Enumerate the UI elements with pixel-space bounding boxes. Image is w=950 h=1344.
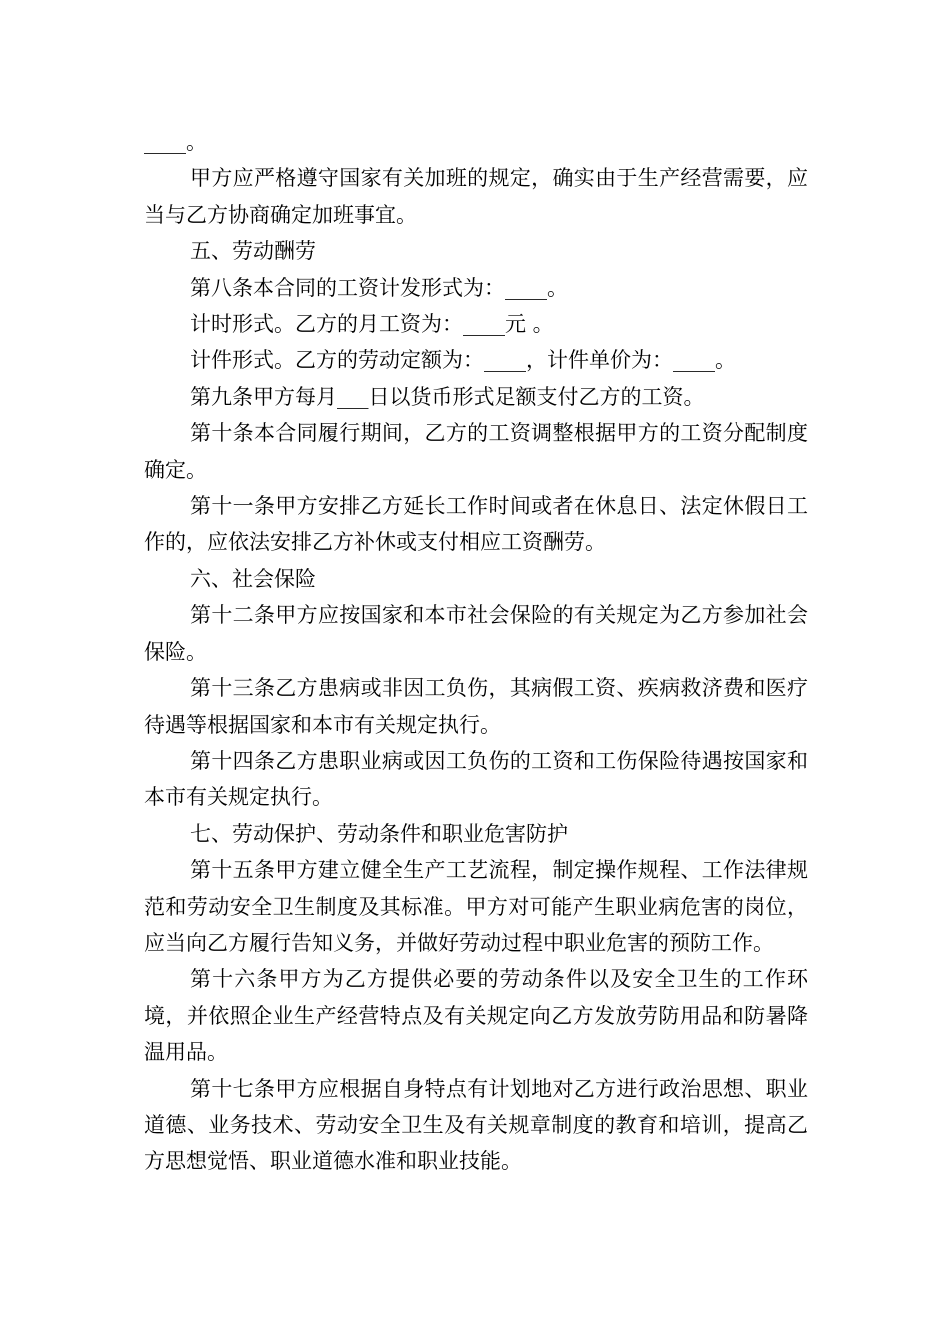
article-14: 第十四条乙方患职业病或因工负伤的工资和工伤保险待遇按国家和本市有关规定执行。 (144, 748, 808, 810)
section-heading-social-insurance: 六、社会保险 (190, 566, 316, 591)
article-13: 第十三条乙方患病或非因工负伤，其病假工资、疾病救济费和医疗待遇等根据国家和本市有关规定执行。 (144, 676, 808, 737)
paragraph-blank-end: ____。 (144, 130, 207, 154)
article-8: 第八条本合同的工资计发形式为：____。 (190, 275, 568, 300)
article-15: 第十五条甲方建立健全生产工艺流程，制定操作规程、工作法律规范和劳动安全卫生制度及其标准。甲方对可能产生职业病危害的岗位，应当向乙方履行告知义务，并做好劳动过程中职业危害的预防工作。 (144, 858, 808, 955)
article-12: 第十二条甲方应按国家和本市社会保险的有关规定为乙方参加社会保险。 (144, 603, 808, 664)
document-body (144, 124, 808, 1180)
paragraph-overtime-rule: 甲方应严格遵守国家有关加班的规定，确实由于生产经营需要，应当与乙方协商确定加班事宜。 (144, 166, 808, 227)
article-10: 第十条本合同履行期间，乙方的工资调整根据甲方的工资分配制度确定。 (144, 421, 808, 482)
section-heading-labor-protection: 七、劳动保护、劳动条件和职业危害防护 (190, 821, 568, 846)
article-9: 第九条甲方每月___日以货币形式足额支付乙方的工资。 (190, 384, 705, 409)
article-8-hourly: 计时形式。乙方的月工资为：____元 。 (190, 312, 554, 337)
article-11: 第十一条甲方安排乙方延长工作时间或者在休息日、法定休假日工作的，应依法安排乙方补休或支付相应工资酬劳。 (144, 494, 808, 555)
section-heading-remuneration: 五、劳动酬劳 (190, 239, 316, 264)
article-16: 第十六条甲方为乙方提供必要的劳动条件以及安全卫生的工作环境，并依照企业生产经营特点及有关规定向乙方发放劳防用品和防暑降温用品。 (144, 967, 808, 1065)
article-17: 第十七条甲方应根据自身特点有计划地对乙方进行政治思想、职业道德、业务技术、劳动安全卫生及有关规章制度的教育和培训，提高乙方思想觉悟、职业道德水准和职业技能。 (144, 1076, 808, 1174)
article-8-piecework: 计件形式。乙方的劳动定额为：____，计件单价为：____。 (190, 348, 736, 373)
